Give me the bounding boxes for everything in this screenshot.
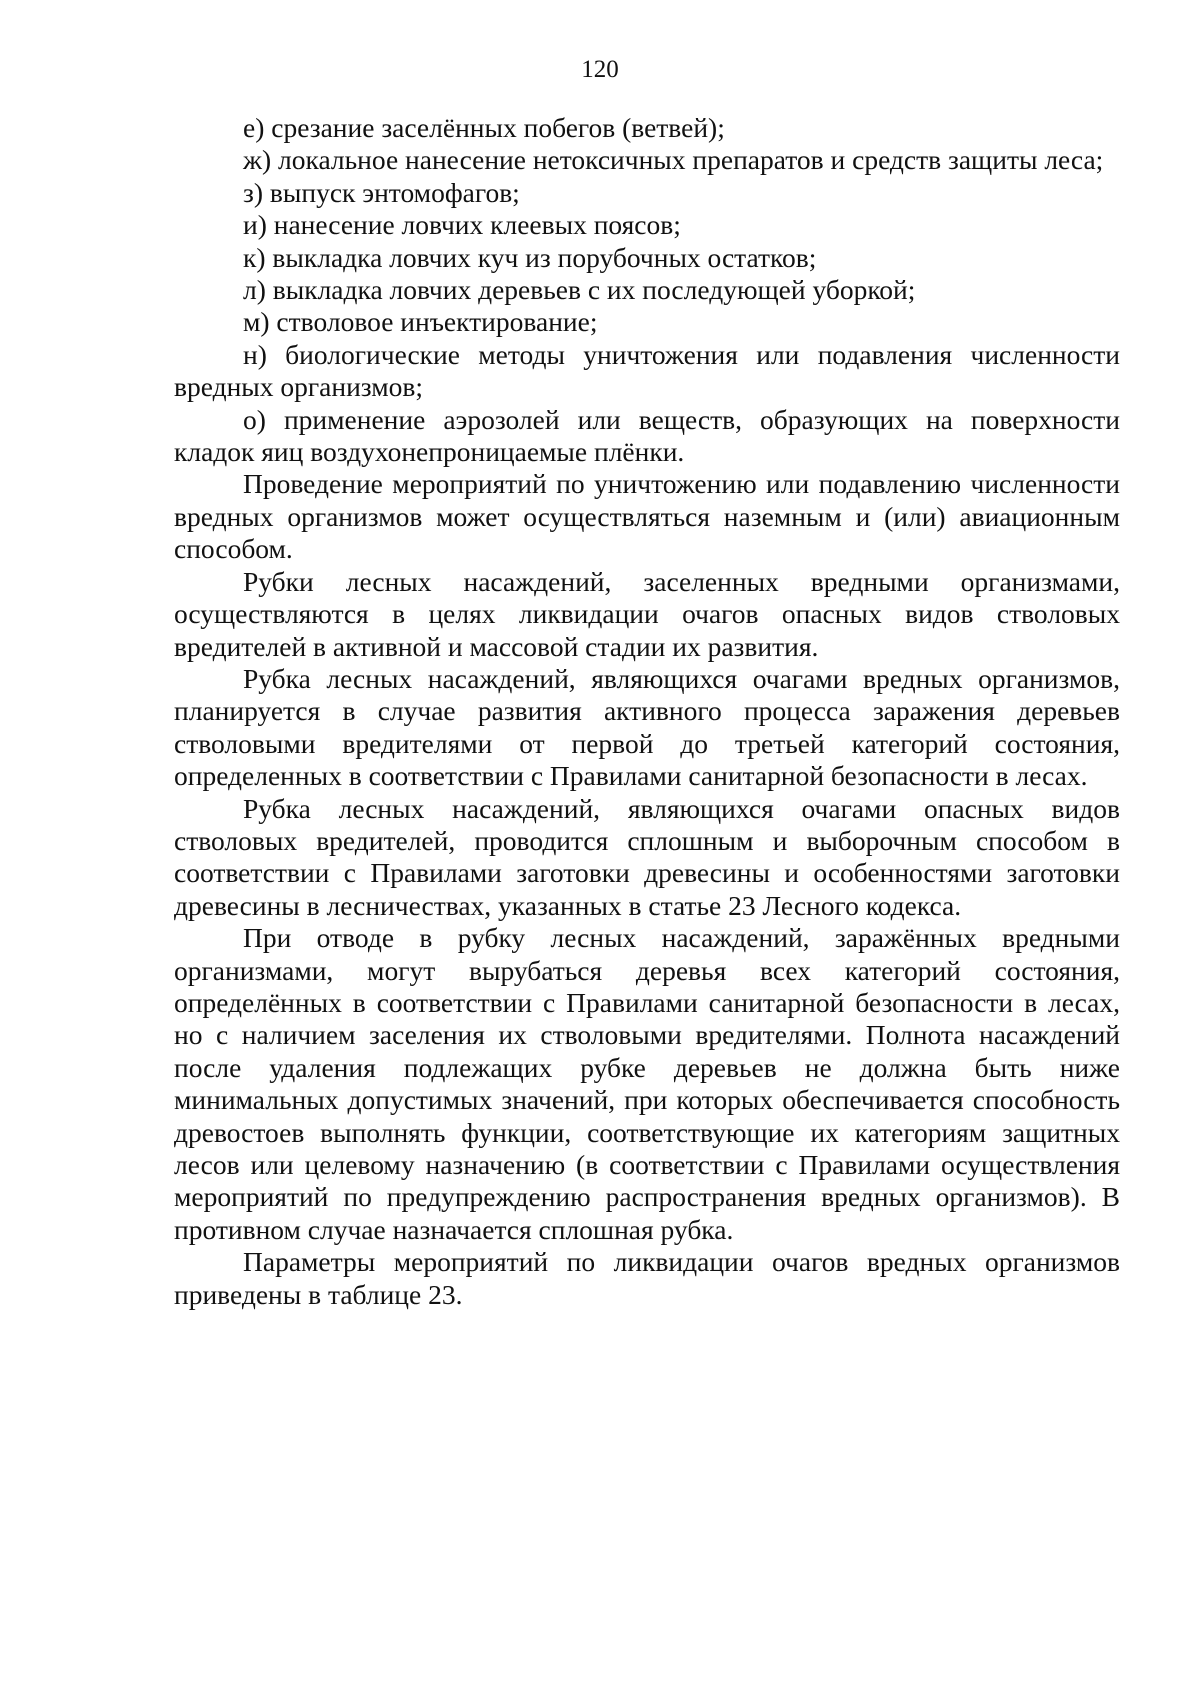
page-number: 120: [581, 56, 619, 83]
paragraph-destruction-methods: Проведение мероприятий по уничтожению или подавлению численности вредных организмов может осуществляться наземным и (или) авиационным способом.: [174, 468, 1120, 565]
list-item-zh: ж) локальное нанесение нетоксичных препаратов и средств защиты леса;: [243, 144, 1104, 176]
list-item-k: к) выкладка ловчих куч из порубочных остатков;: [243, 241, 817, 273]
list-item-e: е) срезание заселённых побегов (ветвей);: [243, 112, 725, 143]
list-item-m: м) стволовое инъектирование;: [243, 306, 598, 338]
list-item-i: и) нанесение ловчих клеевых поясов;: [243, 209, 681, 241]
list-item-o: о) применение аэрозолей или веществ, образующих на поверхности кладок яиц воздухонепроницаемые плёнки.: [174, 403, 1120, 468]
paragraph-felling-planning: Рубка лесных насаждений, являющихся очагами вредных организмов, планируется в случае развития активного процесса заражения деревьев стволовыми вредителями от первой до третьей категорий состояния, определенных в соответствии с Правилами санитарной безопасности в лесах.: [174, 662, 1120, 792]
list-item-n: н) биологические методы уничтожения или подавления численности вредных организмов;: [174, 338, 1120, 403]
document-body: [174, 112, 1120, 1311]
paragraph-felling-method: Рубка лесных насаждений, являющихся очагами опасных видов стволовых вредителей, проводится сплошным и выборочным способом в соответствии с Правилами заготовки древесины и особенностями заготовки древесины в лесничествах, указанных в статье 23 Лесного кодекса.: [174, 792, 1120, 921]
list-item-z: з) выпуск энтомофагов;: [243, 176, 520, 208]
paragraph-table-reference: Параметры мероприятий по ликвидации очагов вредных организмов приведены в таблице 23.: [174, 1246, 1120, 1310]
paragraph-allotment-rules: При отводе в рубку лесных насаждений, заражённых вредными организмами, могут вырубаться деревья всех категорий состояния, определённых в соответствии с Правилами санитарной безопасности в лесах, но с наличием заселения их стволовыми вредителями. Полнота насаждений после удаления подлежащих рубке деревьев не должна быть ниже минимальных допустимых значений, при которых обеспечивается способность древостоев выполнять функции, соответствующие их категориям защитных лесов или целевому назначению (в соответствии с Правилами осуществления мероприятий по предупреждению распространения вредных организмов). В противном случае назначается сплошная рубка.: [174, 922, 1120, 1245]
list-item-l: л) выкладка ловчих деревьев с их последующей уборкой;: [243, 274, 916, 306]
paragraph-felling-purpose: Рубки лесных насаждений, заселенных вредными организмами, осуществляются в целях ликвидации очагов опасных видов стволовых вредителей в активной и массовой стадии их развития.: [174, 565, 1120, 662]
